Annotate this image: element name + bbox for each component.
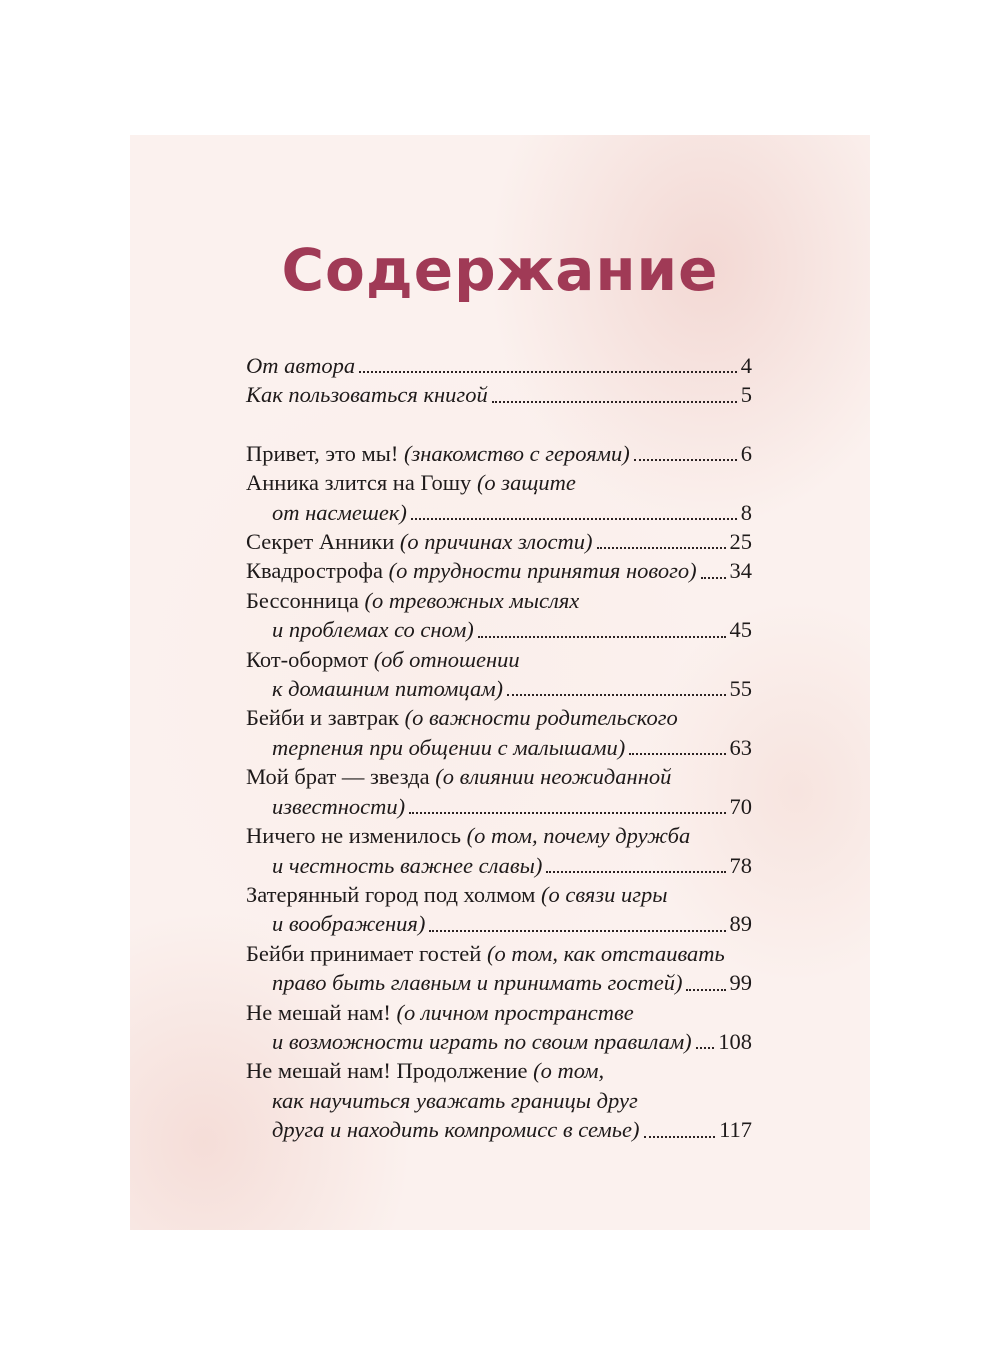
entry-subtitle-cont: к домашним питомцам) <box>272 676 504 702</box>
page-number: 34 <box>729 558 752 584</box>
dot-leader <box>409 810 725 814</box>
page-number: 4 <box>740 353 752 378</box>
entry-subtitle-cont: известности) <box>272 793 406 819</box>
entry-subtitle: (о том, <box>533 1058 605 1084</box>
entry-subtitle: (о влиянии неожиданной <box>435 764 672 790</box>
dot-leader <box>429 928 725 932</box>
entry-title: Анника злится на Гошу <box>246 470 477 496</box>
toc-entry[interactable] <box>246 527 752 556</box>
entry-title: Мой брат — звезда <box>246 764 436 790</box>
dot-leader <box>686 987 725 991</box>
dot-leader <box>701 575 726 579</box>
entry-subtitle: (о том, почему дружба <box>466 823 691 849</box>
toc-entry[interactable] <box>246 939 752 998</box>
toc-entry[interactable] <box>246 351 752 380</box>
dot-leader <box>478 634 726 638</box>
entry-subtitle-cont: и проблемах со сном) <box>272 617 474 643</box>
page-number: 55 <box>729 676 752 702</box>
entry-title: Привет, это мы! <box>246 440 404 466</box>
entry-title: Не мешай нам! <box>246 999 397 1025</box>
entry-subtitle-cont: право быть главным и принимать гостей) <box>272 970 683 996</box>
entry-subtitle: (о защите <box>476 470 576 496</box>
dot-leader <box>634 457 737 461</box>
entry-subtitle: (о причинах злости) <box>399 529 593 555</box>
entry-title: Бейби принимает гостей <box>246 940 487 966</box>
dot-leader <box>597 545 726 549</box>
toc-entry[interactable] <box>246 880 752 939</box>
page-number: 63 <box>729 734 752 760</box>
entry-subtitle: (о личном пространстве <box>396 999 634 1025</box>
entry-title: Бессонница <box>246 587 365 613</box>
entry-subtitle: Как пользоваться книгой <box>246 382 488 408</box>
entry-subtitle: (знакомство с героями) <box>403 440 630 466</box>
entry-subtitle-cont: и воображения) <box>272 911 426 937</box>
entry-title: Не мешай нам! Продолжение <box>246 1058 534 1084</box>
toc-entry[interactable] <box>246 380 752 409</box>
page-number: 89 <box>729 911 752 937</box>
entry-subtitle: (о связи игры <box>541 881 668 907</box>
page-number: 45 <box>729 617 752 643</box>
page-number: 70 <box>729 793 752 819</box>
entry-subtitle: От автора <box>246 353 356 378</box>
dot-leader <box>644 1134 716 1138</box>
table-of-contents <box>246 351 752 1145</box>
toc-entry[interactable] <box>246 998 752 1057</box>
entry-subtitle-cont: от насмешек) <box>272 499 407 525</box>
toc-entry[interactable] <box>246 439 752 468</box>
dot-leader <box>546 869 725 873</box>
toc-entry[interactable] <box>246 1056 752 1144</box>
dot-leader <box>507 692 725 696</box>
toc-entry[interactable] <box>246 703 752 762</box>
toc-entry[interactable] <box>246 645 752 704</box>
toc-entry[interactable] <box>246 586 752 645</box>
dot-leader <box>359 369 737 373</box>
entry-subtitle: (о трудности принятия нового) <box>388 558 697 584</box>
entry-subtitle: (о том, как отстаивать <box>486 940 725 966</box>
entry-title: Секрет Анники <box>246 529 400 555</box>
entry-subtitle: (о тревожных мыслях <box>364 587 580 613</box>
entry-title: Бейби и завтрак <box>246 705 405 731</box>
page-number: 8 <box>740 499 752 525</box>
dot-leader <box>411 516 737 520</box>
page-number: 5 <box>740 382 752 408</box>
toc-entry[interactable] <box>246 762 752 821</box>
toc-entry[interactable] <box>246 468 752 527</box>
page-number: 117 <box>719 1117 752 1143</box>
entry-subtitle-cont: терпения при общении с малышами) <box>272 734 626 760</box>
page-number: 25 <box>729 529 752 555</box>
entry-subtitle: (об отношении <box>373 646 520 672</box>
toc-entry[interactable] <box>246 556 752 585</box>
dot-leader <box>492 399 737 403</box>
entry-title: Ничего не изменилось <box>246 823 467 849</box>
page-title: Содержание <box>281 236 719 304</box>
page-number: 108 <box>718 1028 752 1054</box>
page-number: 78 <box>729 852 752 878</box>
page-number: 99 <box>729 970 752 996</box>
toc-entry[interactable] <box>246 821 752 880</box>
entry-subtitle-cont: как научиться уважать границы друг <box>272 1087 638 1113</box>
entry-title: Кот-обормот <box>246 646 374 672</box>
entry-subtitle: (о важности родительского <box>404 705 678 731</box>
entry-subtitle-cont: и честность важнее славы) <box>272 852 543 878</box>
entry-subtitle-cont: друга и находить компромисс в семье) <box>272 1117 640 1143</box>
entry-subtitle-cont: и возможности играть по своим правилам) <box>272 1028 692 1054</box>
page-number: 6 <box>740 440 752 466</box>
entry-title: Затерянный город под холмом <box>246 881 542 907</box>
dot-leader <box>629 751 725 755</box>
dot-leader <box>696 1045 715 1049</box>
entry-title: Квадрострофа <box>246 558 389 584</box>
